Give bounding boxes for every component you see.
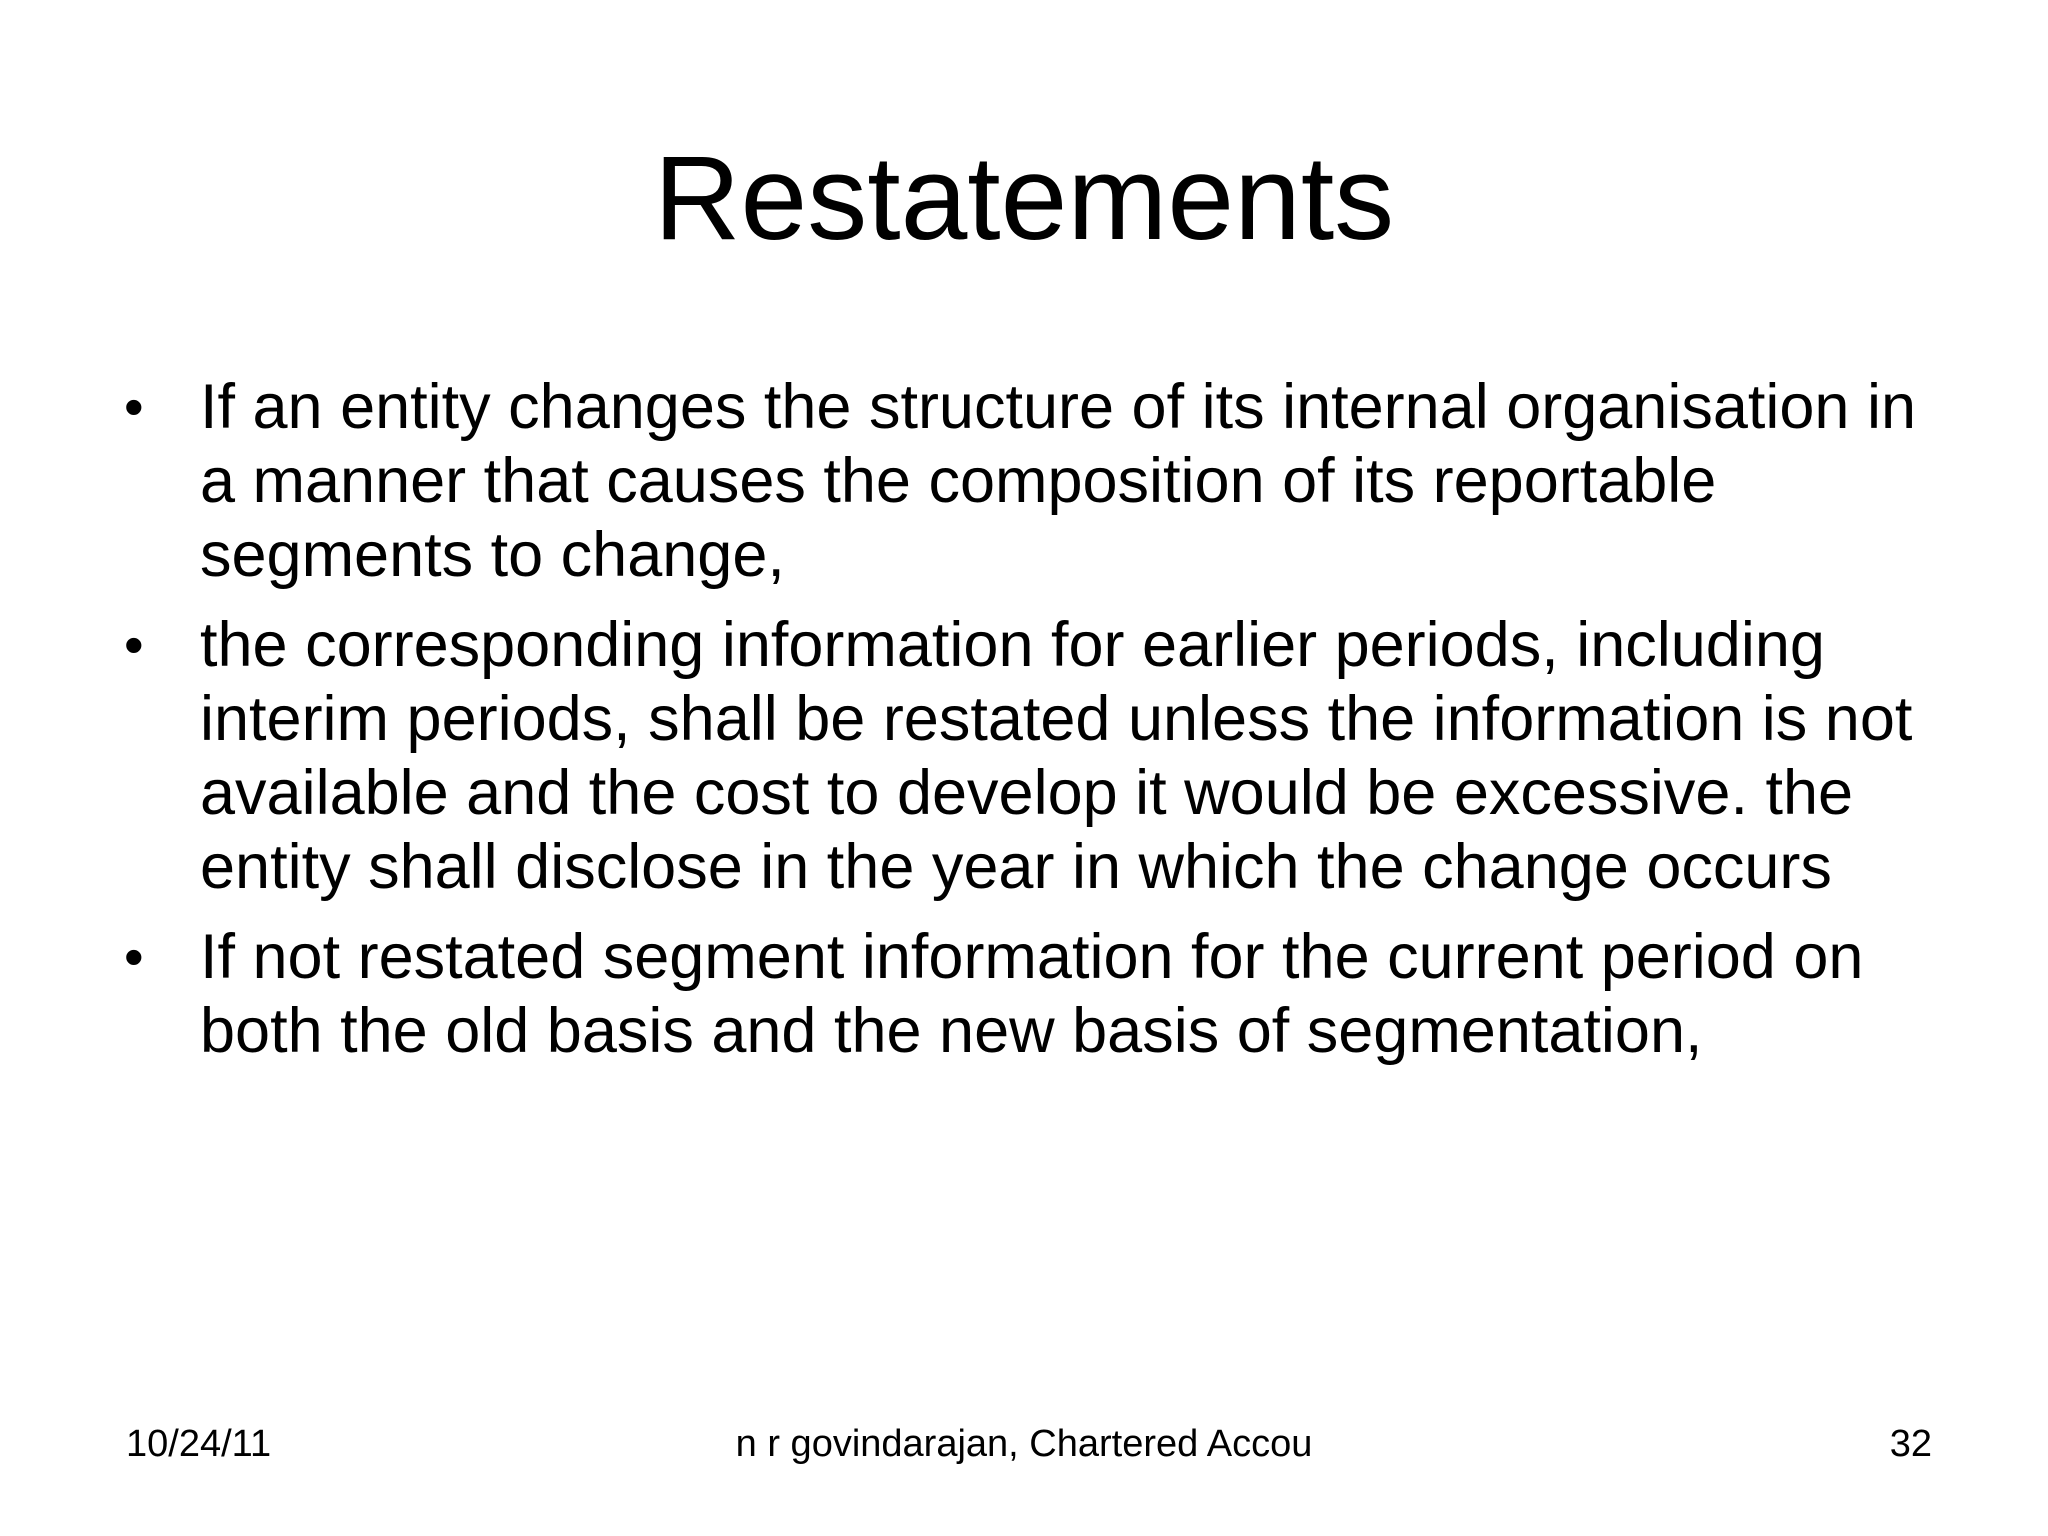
bullet-item — [124, 370, 1960, 592]
bullet-text: If an entity changes the structure of its internal organisation in a manner that causes the composition of its reportable segments to change, — [200, 372, 1916, 590]
bullet-icon: • — [124, 613, 144, 676]
bullet-list — [0, 370, 2048, 1084]
bullet-text: the corresponding information for earlier periods, including interim periods, shall be restated unless the information is not available and the cost to develop it would be excessive. the entity shall disclose in the year in which the change occurs — [200, 610, 1913, 902]
bullet-text: If not restated segment information for the current period on both the old basis and the new basis of segmentation, — [200, 922, 1864, 1066]
bullet-icon: • — [124, 375, 144, 438]
slide-title: Restatements — [653, 131, 1395, 265]
bullet-item — [124, 608, 1960, 904]
bullet-icon: • — [124, 925, 144, 988]
footer-author: n r govindarajan, Chartered Accou — [735, 1423, 1313, 1465]
footer-page-number: 32 — [1889, 1423, 1932, 1465]
footer-date: 10/24/11 — [126, 1423, 272, 1465]
bullet-item — [124, 920, 1960, 1068]
